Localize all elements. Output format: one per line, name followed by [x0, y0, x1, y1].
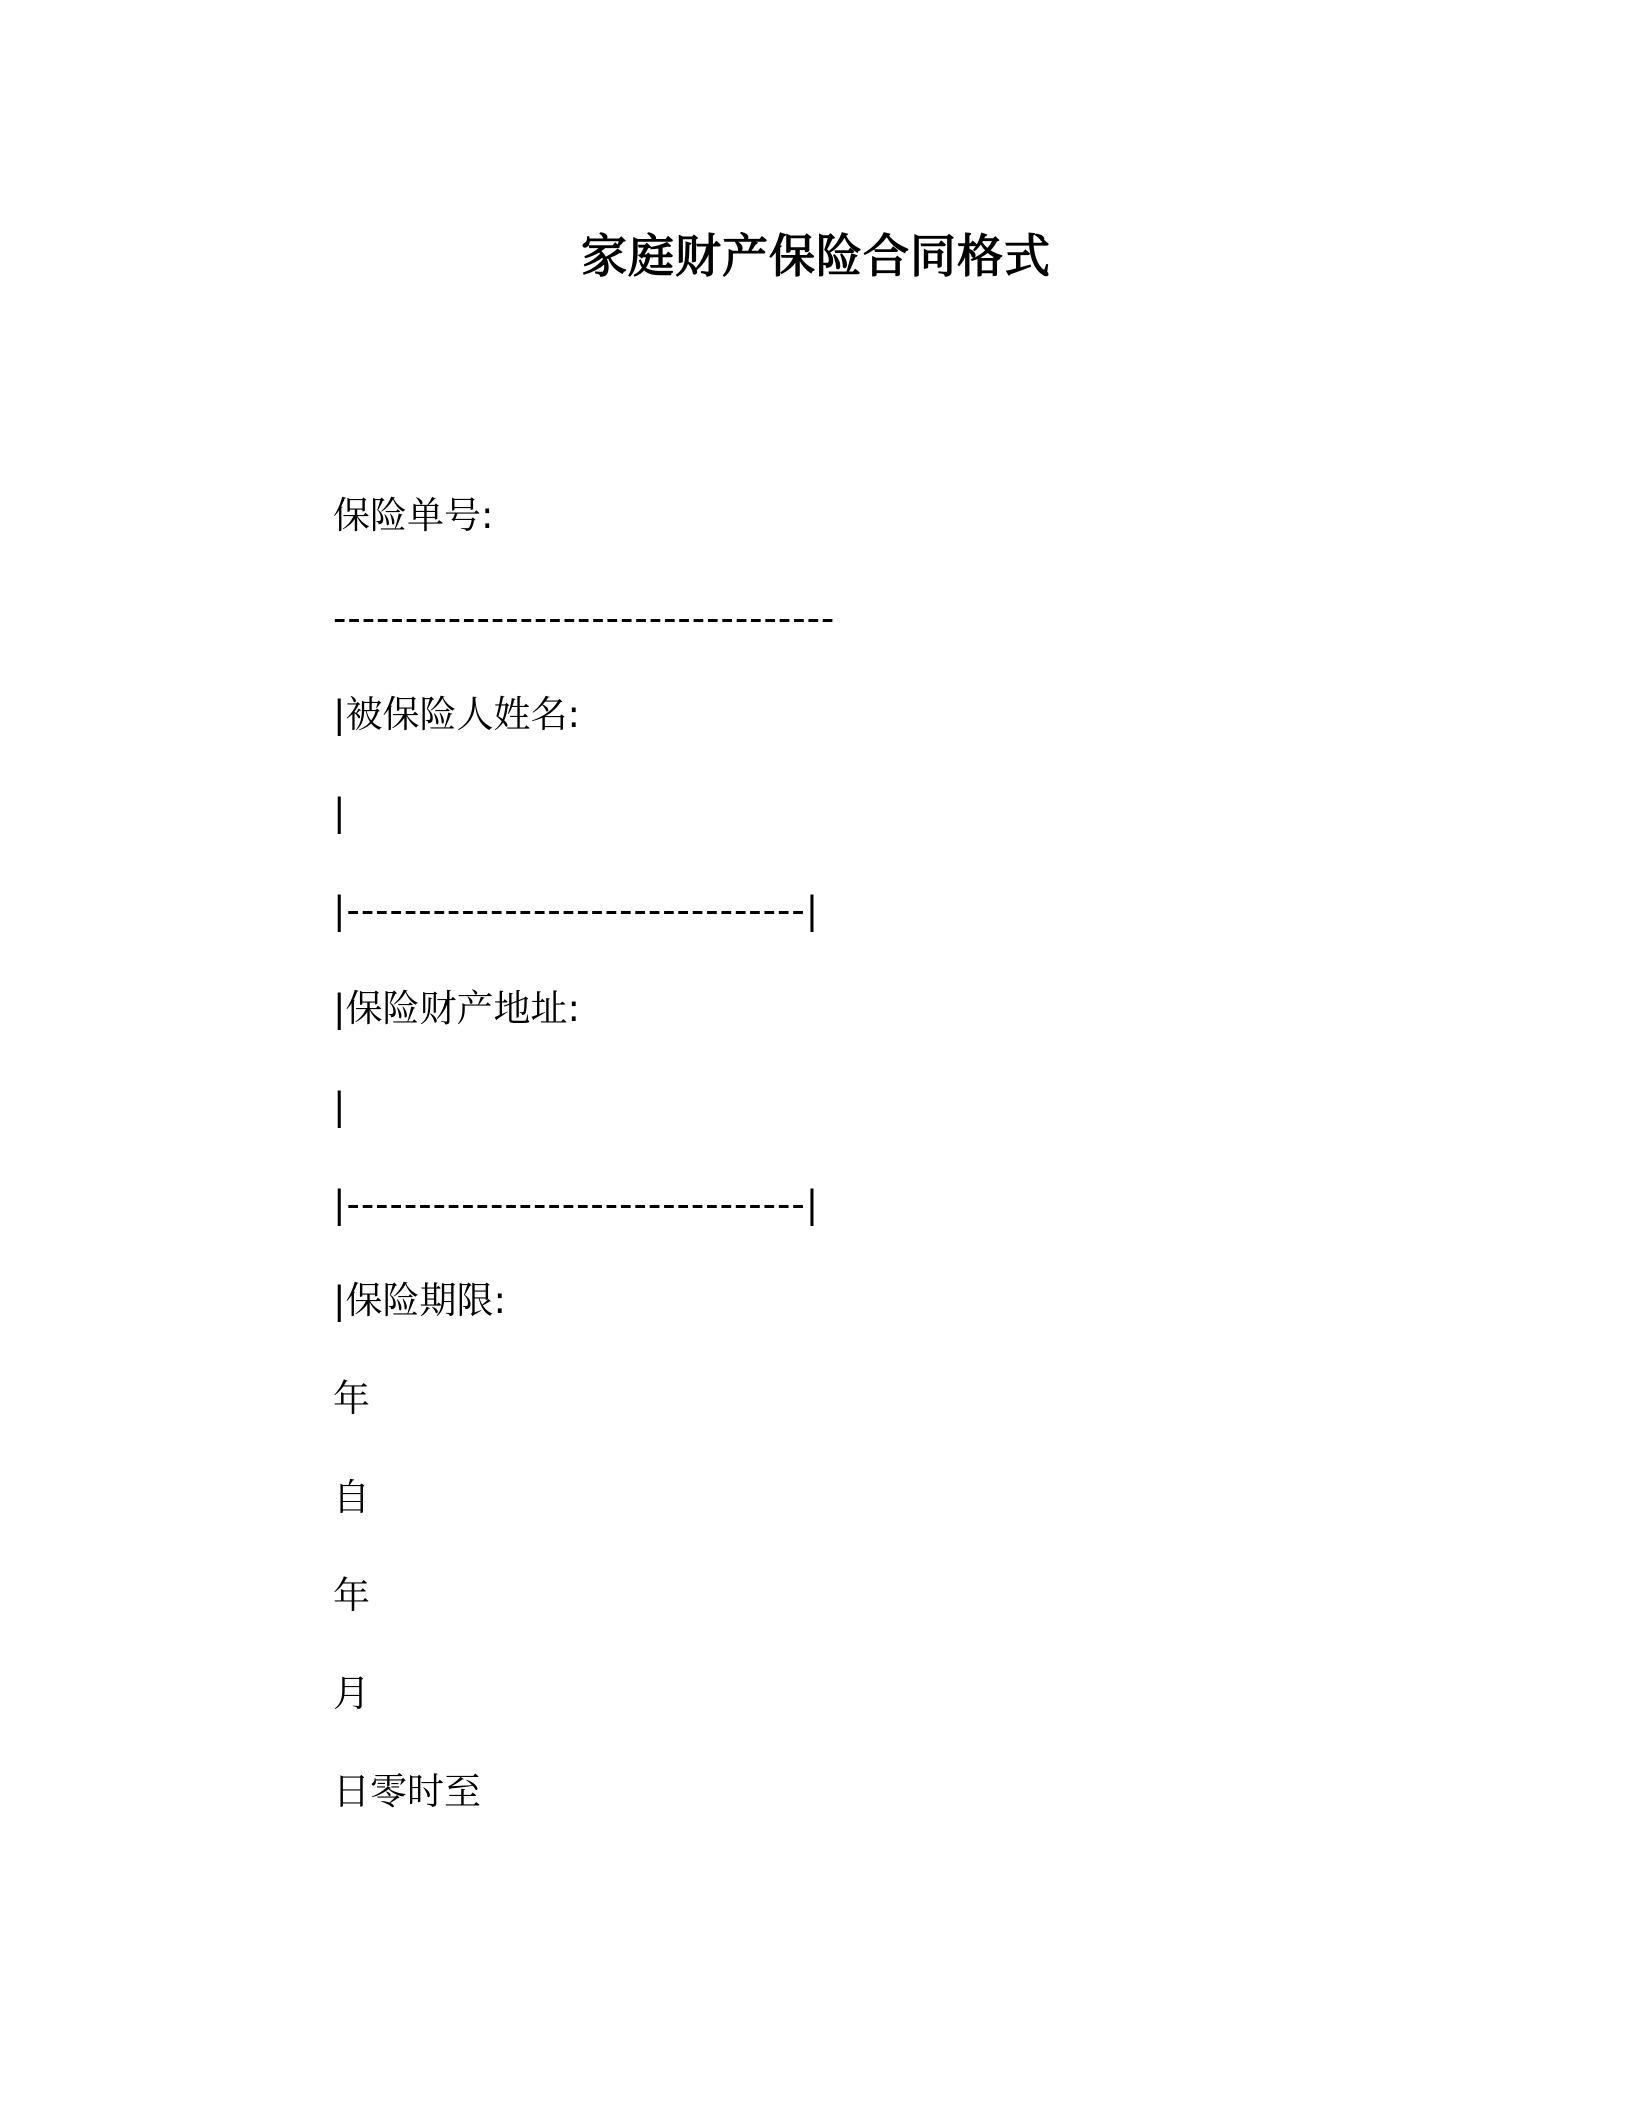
period-year-text: 年 [333, 1377, 370, 1420]
property-address-label: |保险财产地址: [333, 987, 580, 1030]
period-month-text: 月 [333, 1672, 370, 1715]
separator-line: ----------------------------------- [333, 597, 836, 640]
insurance-period-label: |保险期限: [333, 1279, 506, 1322]
period-year-text: 年 [333, 1574, 370, 1617]
insured-name-label: |被保险人姓名: [333, 693, 580, 736]
table-border-line: | [333, 791, 346, 834]
period-from-text: 自 [333, 1476, 370, 1519]
table-border-line: | [333, 1085, 346, 1128]
period-day-text: 日零时至 [333, 1770, 481, 1813]
table-separator-line: |--------------------------------| [333, 1183, 820, 1226]
document-title: 家庭财产保险合同格式 [581, 229, 1051, 283]
policy-number-label: 保险单号: [333, 494, 494, 537]
table-separator-line: |--------------------------------| [333, 889, 820, 932]
